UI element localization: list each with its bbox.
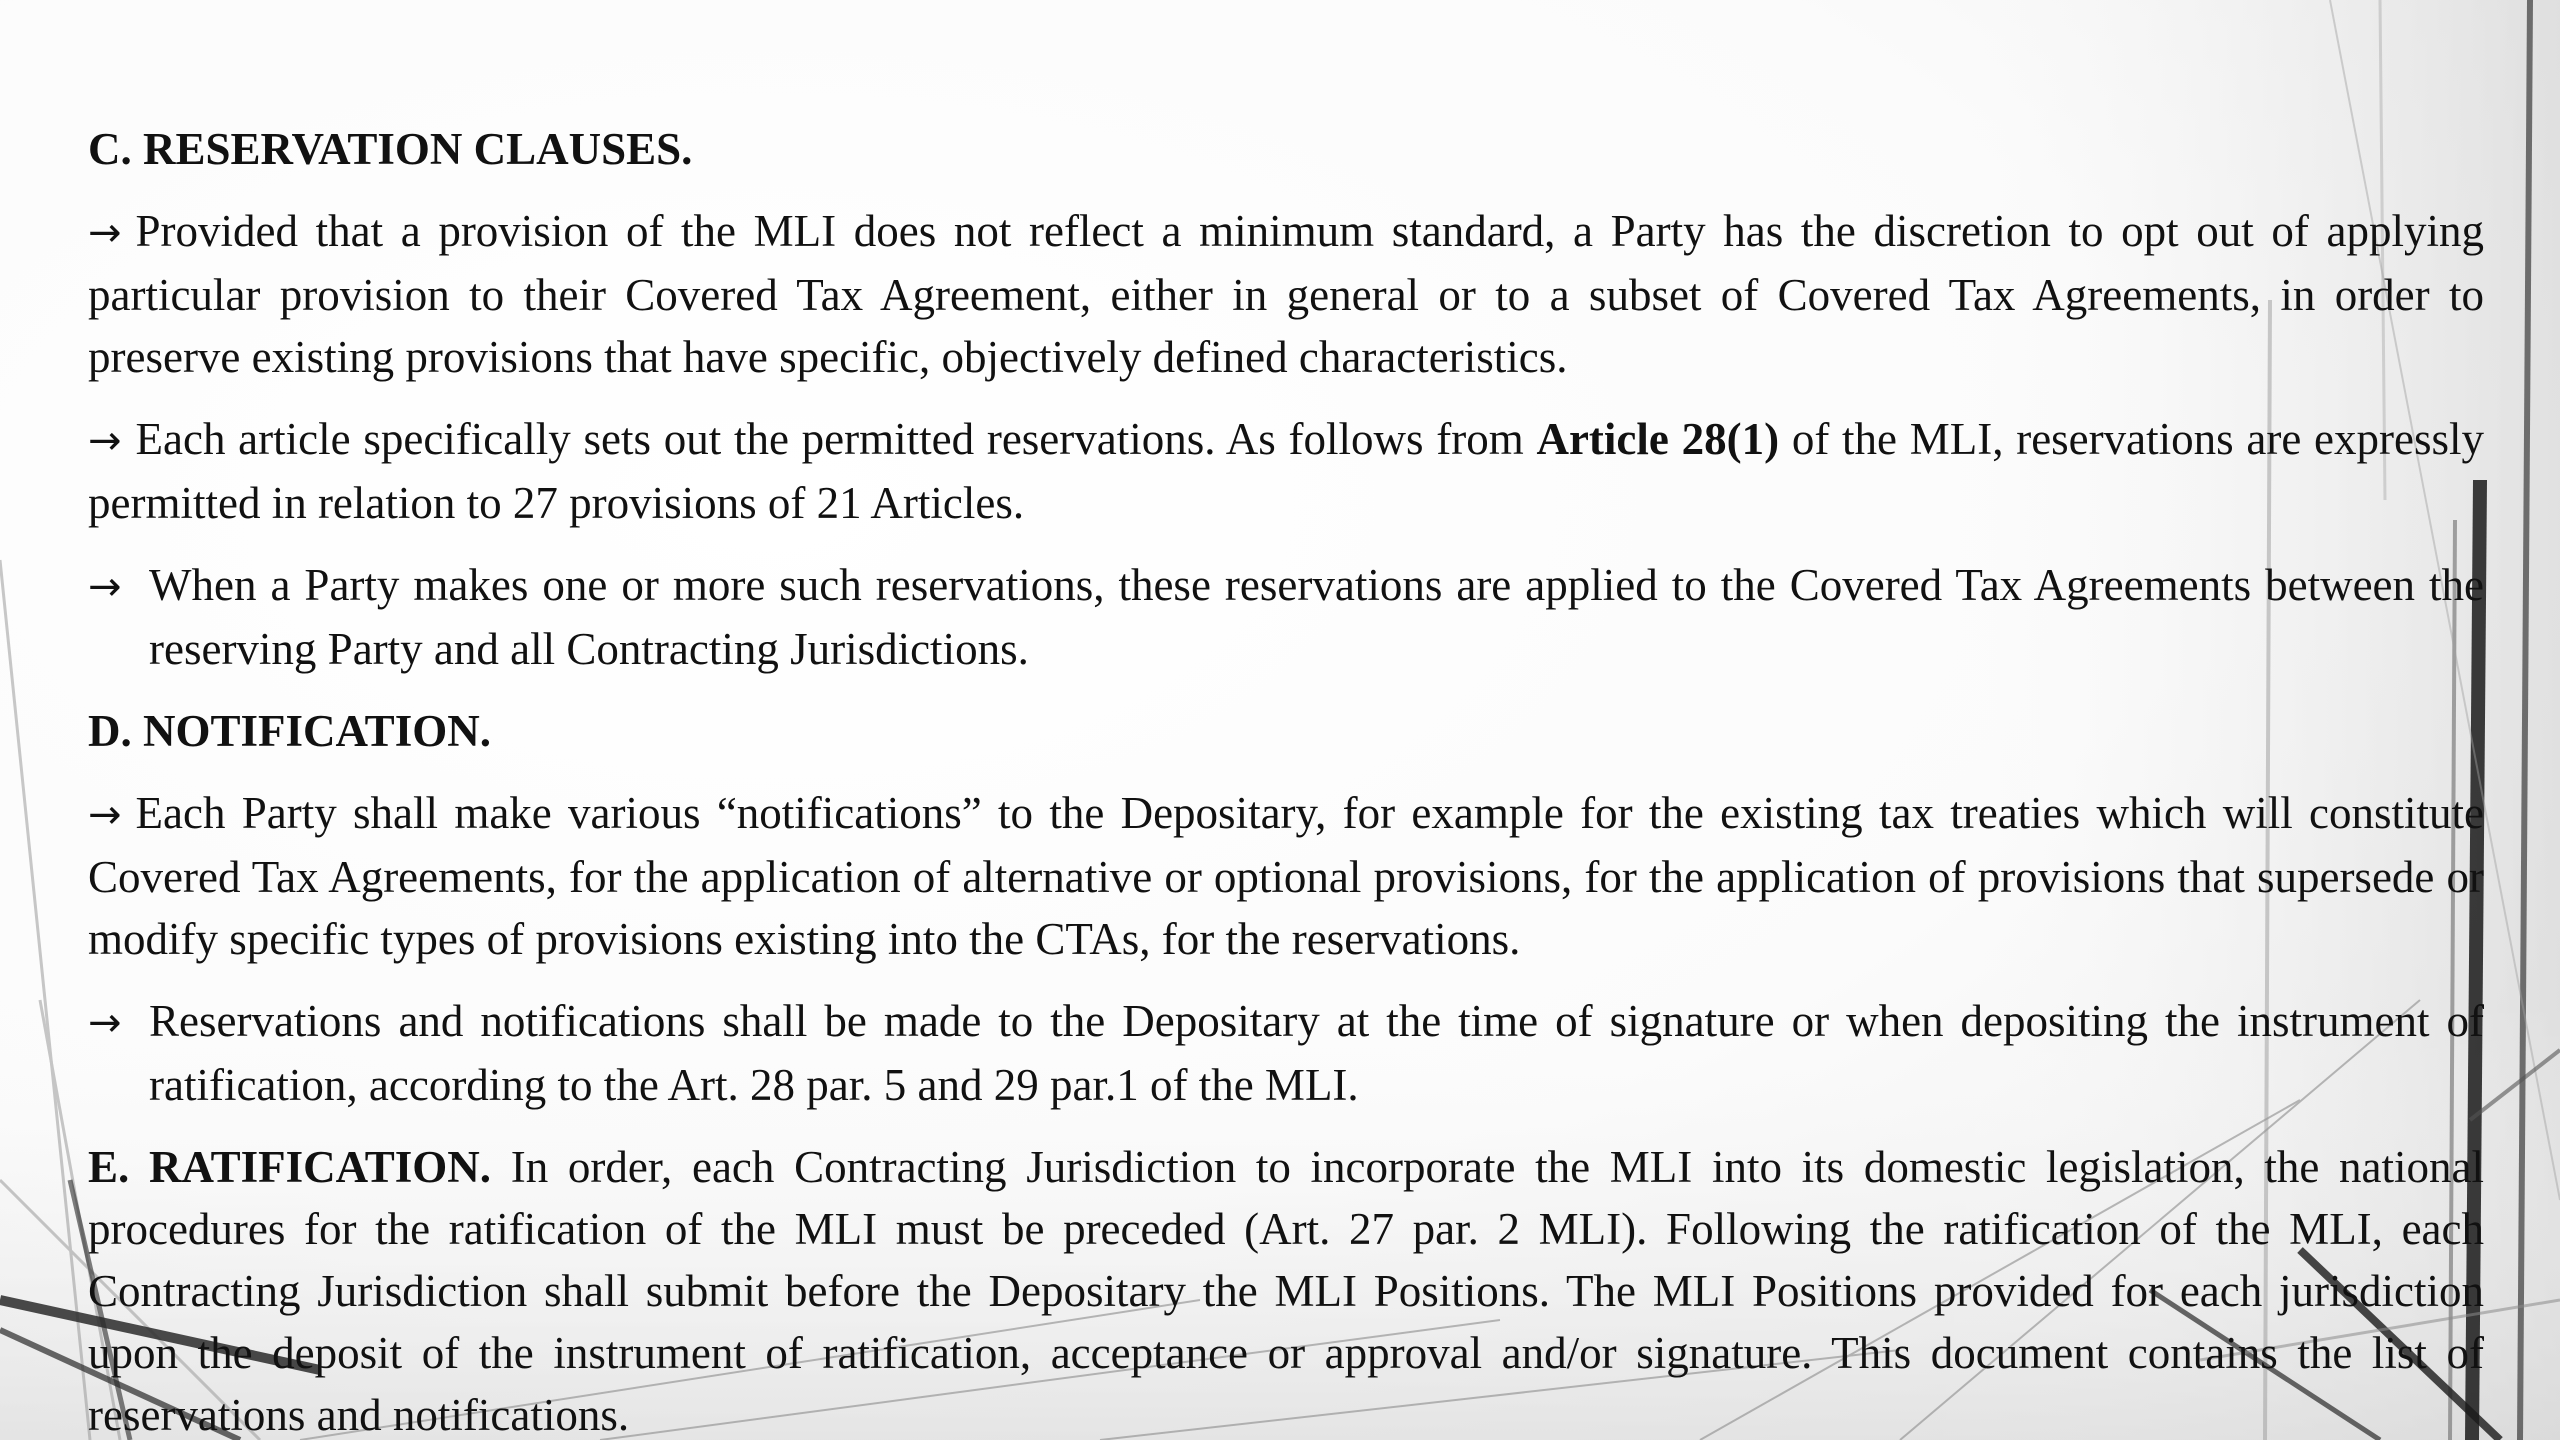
section-c-paragraph-2 <box>88 408 2484 534</box>
arrow-right-icon: → <box>88 210 122 256</box>
section-c-paragraph-2-text-after: of the MLI, reservations are expressly permitted in relation to 27 provisions of 21 Articles. <box>88 414 2484 528</box>
section-e-paragraph <box>88 1136 2484 1440</box>
section-e-heading: E. RATIFICATION. <box>88 1142 492 1192</box>
section-c-paragraph-1-text: Provided that a provision of the MLI does not reflect a minimum standard, a Party has the discretion to opt out of applying particular provision to their Covered Tax Agreement, either in general or to a subset of Covered Tax Agreements, in order to preserve existing provisions that have specific, objectively defined characteristics. <box>88 206 2484 382</box>
section-d-heading: D. NOTIFICATION. <box>88 706 491 756</box>
section-d-paragraph-1 <box>88 782 2484 970</box>
section-d-paragraph-2 <box>88 990 2484 1116</box>
section-c-paragraph-3 <box>88 554 2484 680</box>
section-e-text: In order, each Contracting Jurisdiction to incorporate the MLI into its domestic legislation, the national procedures for the ratification of the MLI must be preceded (Art. 27 par. 2 MLI). Following the ratification of the MLI, each Contracting Jurisdiction shall submit before the Depositary the MLI Positions. The MLI Positions provided for each jurisdiction upon the deposit of the instrument of ratification, acceptance or approval and/or signature. This document contains the list of reservations and notifications. <box>88 1142 2484 1440</box>
article-reference: Article 28(1) <box>1536 414 1780 464</box>
section-c-heading: C. RESERVATION CLAUSES. <box>88 124 693 174</box>
arrow-right-icon: → <box>88 1000 122 1046</box>
section-d-paragraph-2-text: Reservations and notifications shall be made to the Depositary at the time of signature or when depositing the instrument of ratification, according to the Art. 28 par. 5 and 29 par.1 of the MLI. <box>149 996 2484 1110</box>
section-c-paragraph-2-text-before: Each article specifically sets out the permitted reservations. As follows from <box>135 414 1537 464</box>
section-c-paragraph-3-text: When a Party makes one or more such reservations, these reservations are applied to the Covered Tax Agreements between the reserving Party and all Contracting Jurisdictions. <box>149 560 2484 674</box>
arrow-right-icon: → <box>88 564 122 610</box>
arrow-right-icon: → <box>88 418 122 464</box>
section-c-paragraph-1 <box>88 200 2484 388</box>
arrow-right-icon: → <box>88 792 122 838</box>
slide-content <box>88 118 2484 1440</box>
section-d-paragraph-1-text: Each Party shall make various “notifications” to the Depositary, for example for the existing tax treaties which will constitute Covered Tax Agreements, for the application of alternative or optional provisions, for the application of provisions that supersede or modify specific types of provisions existing into the CTAs, for the reservations. <box>88 788 2484 964</box>
